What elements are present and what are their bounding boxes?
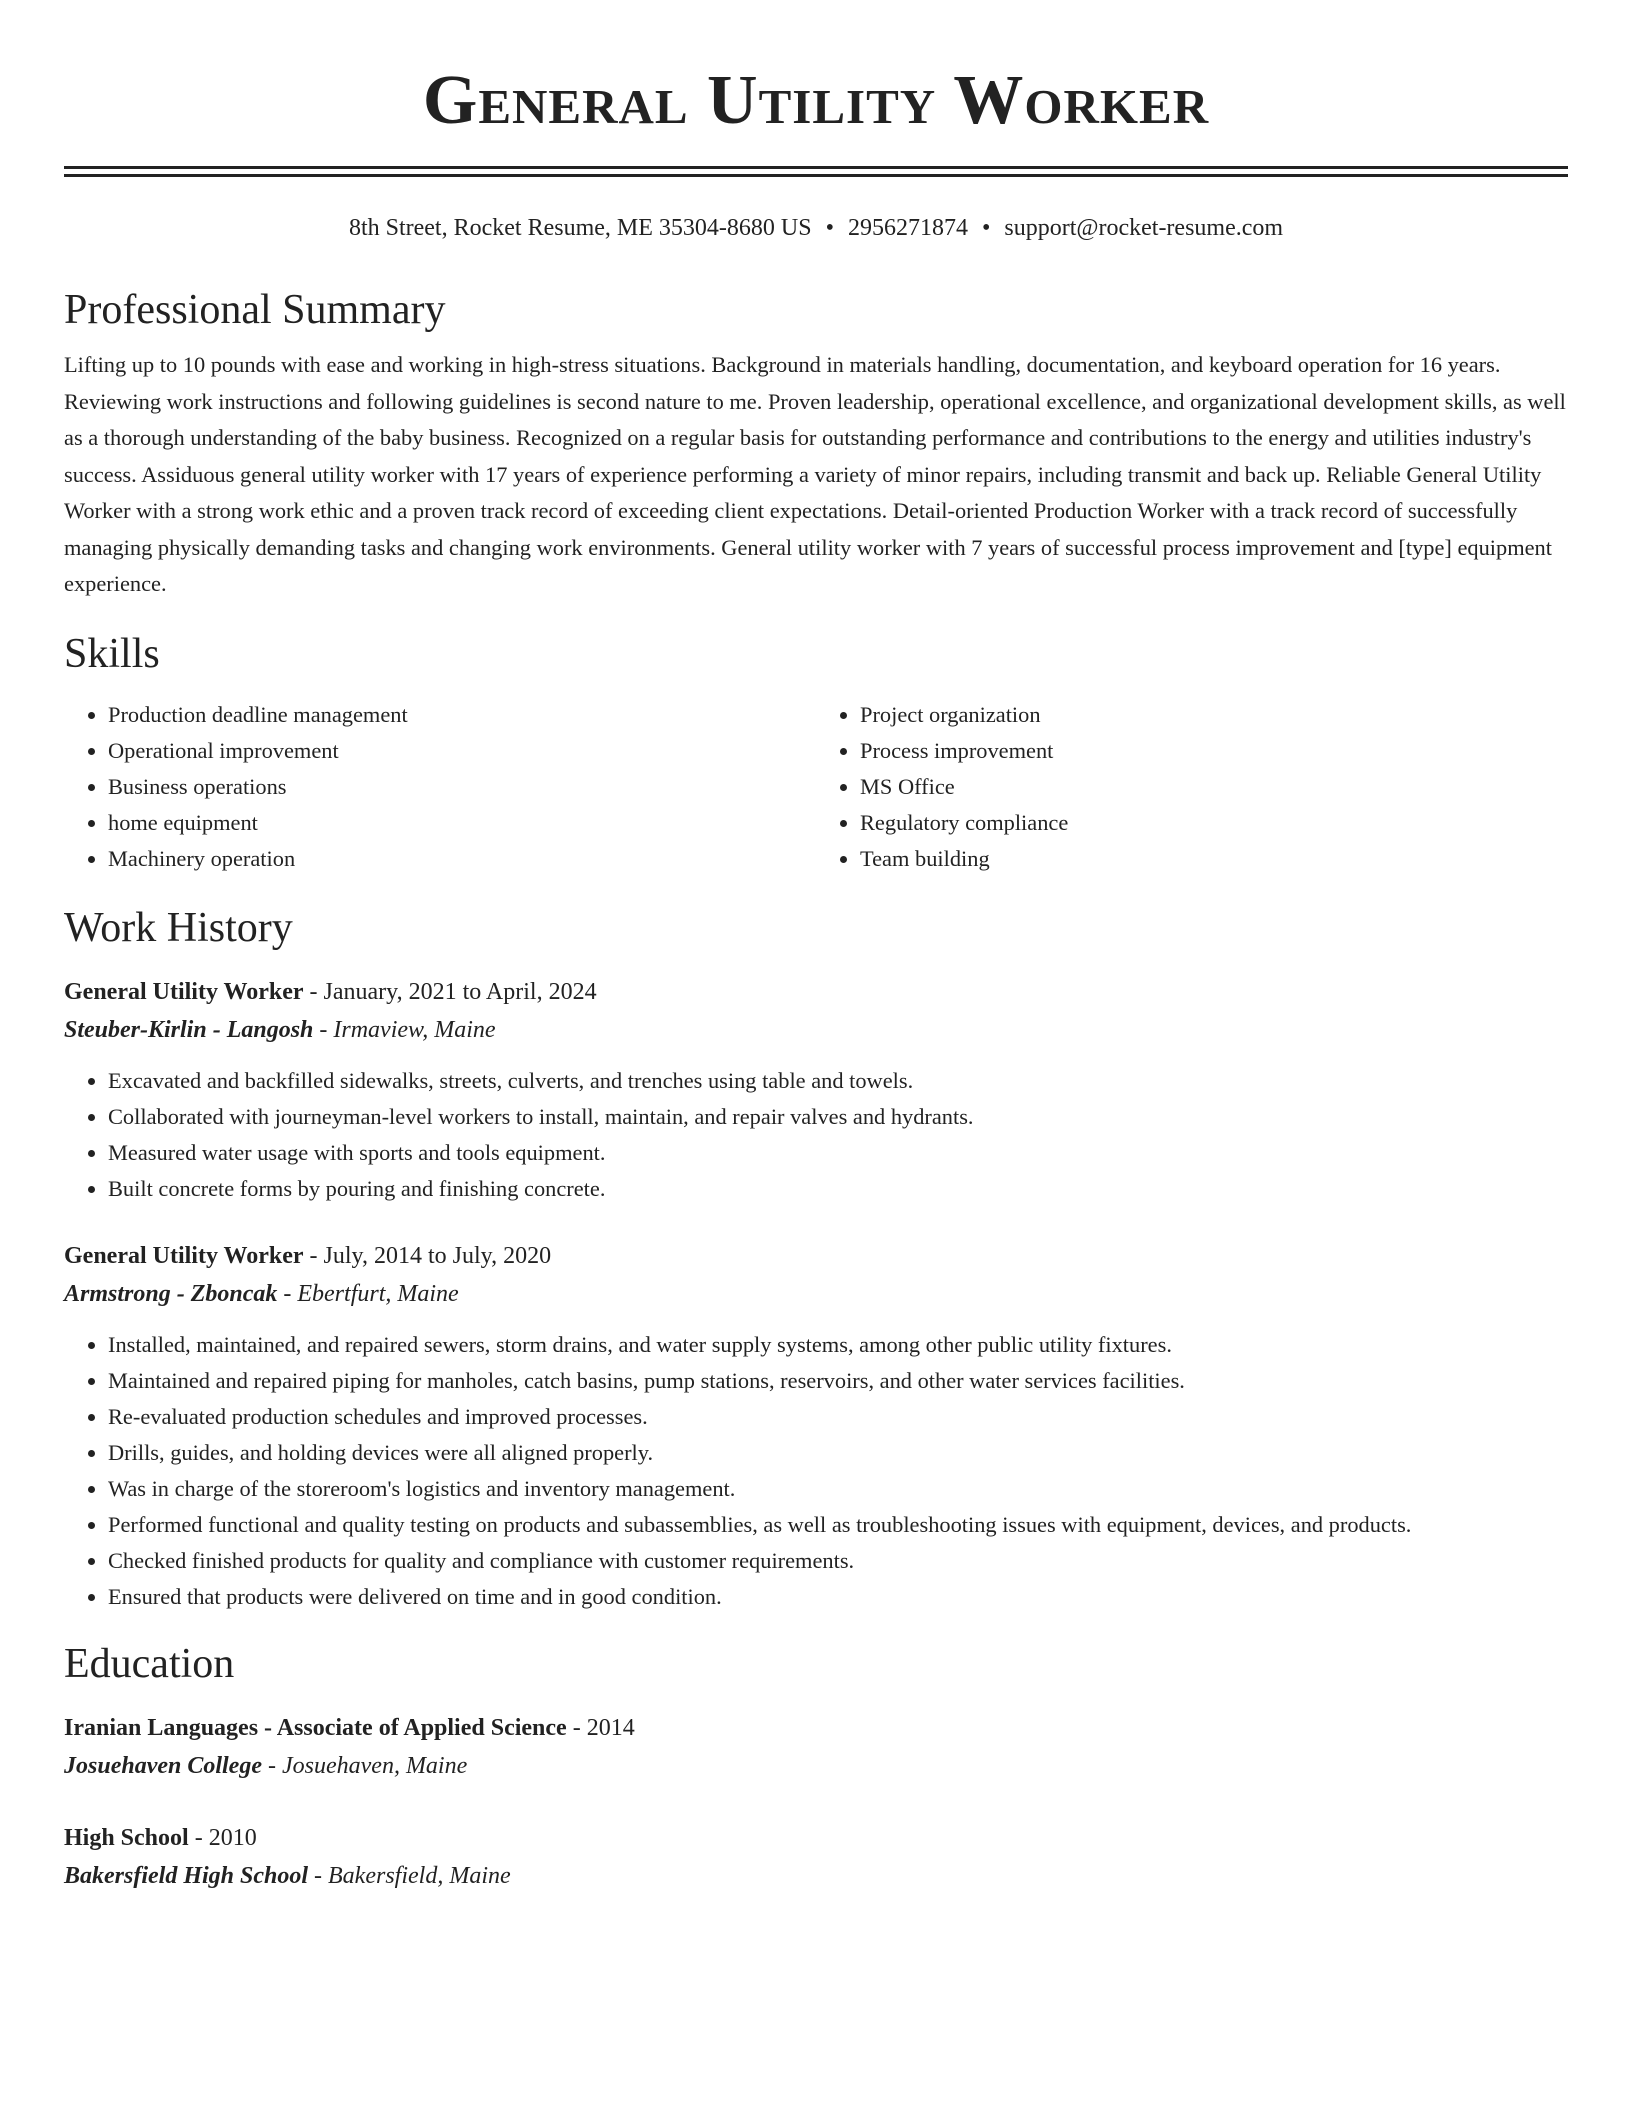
education-location: - Bakersfield, Maine [308,1862,511,1889]
job-bullet: • Excavated and backfilled sidewalks, streets, culverts, and trenches using table and towels. [108,1063,1568,1099]
job-bullet: • Measured water usage with sports and tools equipment. [108,1135,1568,1171]
education-year: - 2014 [566,1714,635,1741]
job-dates: - January, 2021 to April, 2024 [303,978,597,1005]
work-history-heading: Work History [64,904,293,951]
contact-address: 8th Street, Rocket Resume, ME 35304-8680 US [348,215,812,241]
education-school-line [64,1857,1568,1895]
job-title-line [64,973,1568,1011]
skill-item: • Project organization [860,697,1568,733]
skills-list [64,697,1568,877]
job-title-line [64,1237,1568,1275]
skill-item: • Machinery operation [108,841,816,877]
education-entry [64,1709,1568,1785]
contact-email: support@rocket-resume.com [1004,215,1284,241]
job-entry [64,973,1568,1207]
job-bullet: • Checked finished products for quality and compliance with customer requirements. [108,1543,1568,1579]
job-bullet: • Drills, guides, and holding devices were all aligned properly. [108,1435,1568,1471]
skill-item: • Process improvement [860,733,1568,769]
job-bullet: • Collaborated with journeyman-level workers to install, maintain, and repair valves and hydrants. [108,1099,1568,1135]
job-entry [64,1237,1568,1615]
job-bullet: • Performed functional and quality testing on products and subassemblies, as well as troubleshooting issues with equipment, devices, and products. [108,1507,1568,1543]
skill-item: • home equipment [108,805,816,841]
job-bullet: • Installed, maintained, and repaired sewers, storm drains, and water supply systems, among other public utility fixtures. [108,1327,1568,1363]
job-bullets [64,1063,1568,1207]
skill-item: • Team building [860,841,1568,877]
job-company-line [64,1275,1568,1313]
job-dates: - July, 2014 to July, 2020 [303,1242,552,1269]
header-divider [64,166,1568,177]
skills-column-right [816,697,1568,877]
education-school: Josuehaven College [64,1752,262,1779]
skill-item: • Operational improvement [108,733,816,769]
job-bullet: • Re-evaluated production schedules and improved processes. [108,1399,1568,1435]
job-bullet: • Was in charge of the storeroom's logistics and inventory management. [108,1471,1568,1507]
skill-item: • MS Office [860,769,1568,805]
contact-phone: 2956271874 [847,215,968,241]
education-school: Bakersfield High School [64,1862,309,1889]
job-bullet: • Maintained and repaired piping for manholes, catch basins, pump stations, reservoirs, and other water services facilities. [108,1363,1568,1399]
skills-heading: Skills [64,630,160,677]
job-location: - Irmaview, Maine [313,1016,496,1043]
resume-name: General Utility Worker [422,62,1210,139]
education-year: - 2010 [188,1824,257,1851]
contact-separator: • [981,215,991,241]
skill-item: • Business operations [108,769,816,805]
skills-column-left [64,697,816,877]
job-location: - Ebertfurt, Maine [277,1280,459,1307]
education-location: - Josuehaven, Maine [262,1752,468,1779]
job-bullet: • Built concrete forms by pouring and finishing concrete. [108,1171,1568,1207]
job-company: Armstrong - Zboncak [64,1280,278,1307]
summary-heading: Professional Summary [64,287,446,333]
skill-item: • Regulatory compliance [860,805,1568,841]
job-bullet: • Ensured that products were delivered on time and in good condition. [108,1579,1568,1615]
education-degree-line [64,1709,1568,1747]
education-degree-line [64,1819,1568,1857]
education-school-line [64,1747,1568,1785]
education-degree: Iranian Languages - Associate of Applied Science [64,1714,567,1741]
education-heading: Education [64,1640,235,1687]
education-entry [64,1819,1568,1895]
job-title: General Utility Worker [64,978,304,1005]
job-bullets [64,1327,1568,1615]
job-company-line [64,1011,1568,1049]
job-title: General Utility Worker [64,1242,304,1269]
education-degree: High School [64,1824,189,1851]
skill-item: • Production deadline management [108,697,816,733]
contact-line [64,213,1568,243]
summary-text: Lifting up to 10 pounds with ease and working in high-stress situations. Background in materials handling, documentation, and keyboard operation for 16 years. Reviewing work instructions and following guidelines is second nature to me. Proven leadership, operational excellence, and organizational development skills, as well as a thorough understanding of the baby business. Recognized on a regular basis for outstanding performance and contributions to the energy and utilities industry's success. Assiduous general utility worker with 17 years of experience performing a variety of minor repairs, including transmit and back up. Reliable General Utility Worker with a strong work ethic and a proven track record of exceeding client expectations. Detail-oriented Production Worker with a track record of successfully managing physically demanding tasks and changing work environments. General utility worker with 7 years of successful process improvement and [type] equipment experience. [64,352,1566,596]
job-company: Steuber-Kirlin - Langosh [64,1016,314,1043]
contact-separator: • [825,215,834,241]
